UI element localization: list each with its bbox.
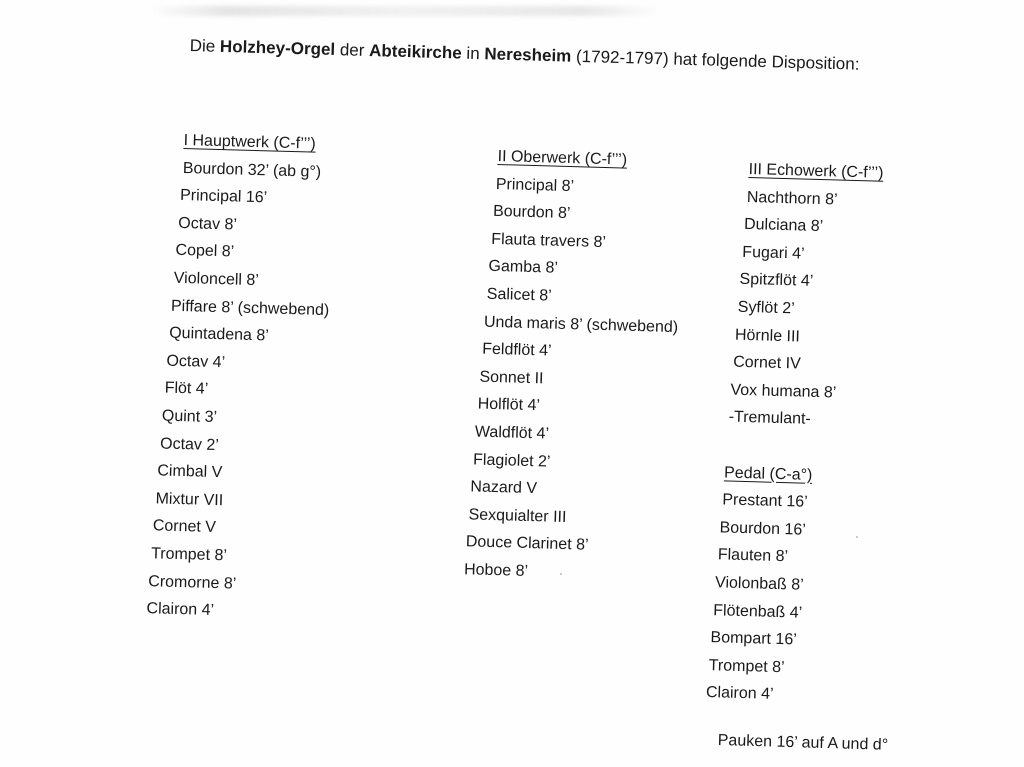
stop-item: Violoncell 8’: [173, 269, 260, 290]
stop-item: Spitzflöt 4’: [739, 271, 814, 291]
stop-item: Cornet V: [152, 517, 217, 537]
stop-item: Trompet 8’: [150, 545, 228, 565]
stop-item: Cromorne 8’: [148, 572, 237, 593]
stop-item: Octav 4’: [166, 352, 226, 371]
stop-item: Hörnle III: [734, 326, 801, 346]
stop-item: Cornet IV: [732, 353, 802, 373]
stop-item: Trompet 8’: [708, 656, 785, 676]
hauptwerk-heading: I Hauptwerk (C-f’’’): [183, 131, 316, 153]
oberwerk-column: [463, 143, 683, 589]
stop-item: Flagiolet 2’: [472, 450, 551, 471]
stop-item: Holflöt 4’: [477, 395, 541, 415]
document-title: [189, 36, 889, 76]
title-place-name: Neresheim: [484, 44, 572, 66]
paper-speck: [560, 573, 562, 575]
stop-item: Bourdon 16’: [719, 519, 807, 539]
stop-item: Bompart 16’: [710, 629, 798, 649]
stop-item: Flötenbaß 4’: [713, 601, 803, 622]
section-gap: [741, 432, 877, 463]
oberwerk-heading: II Oberwerk (C-f’’’): [497, 147, 628, 169]
stop-item: Gamba 8’: [488, 258, 559, 278]
stop-item: Nachthorn 8’: [746, 188, 838, 209]
paper-speck: [856, 536, 858, 538]
title-text: Die: [189, 36, 221, 56]
stop-item: Clairon 4’: [705, 684, 774, 704]
stop-item: Octav 2’: [159, 434, 220, 454]
stop-item: Bourdon 32’ (ab g°): [182, 159, 322, 181]
stop-item: Sonnet II: [479, 368, 544, 388]
echowerk-pedal-column: [705, 156, 884, 711]
stop-item: Flauta travers 8’: [491, 230, 607, 251]
title-organ-name: Holzhey-Orgel: [219, 36, 336, 60]
stop-item: Piffare 8’ (schwebend): [170, 297, 330, 319]
stop-item: Syflöt 2’: [737, 298, 795, 318]
stop-item: Feldflöt 4’: [481, 340, 552, 360]
stop-item: Waldflöt 4’: [474, 423, 550, 443]
stop-item: Violonbaß 8’: [714, 574, 804, 594]
title-text: in: [461, 43, 485, 64]
stop-item: Sexquialter III: [468, 506, 567, 526]
stop-item: Vox humana 8’: [730, 381, 837, 402]
tremulant-item: -Tremulant-: [728, 408, 811, 429]
stop-item: Douce Clarinet 8’: [465, 533, 589, 554]
stop-item: Mixtur VII: [155, 490, 224, 509]
faded-header-line: [150, 6, 660, 16]
stop-item: Dulciana 8’: [743, 216, 824, 236]
stop-item: Unda maris 8’ (schwebend): [483, 313, 679, 336]
stop-item: Cimbal V: [157, 462, 223, 482]
stop-item: Flauten 8’: [717, 546, 789, 566]
stop-item: Flöt 4’: [164, 379, 209, 399]
stop-item: Salicet 8’: [486, 285, 552, 305]
stop-item: Fugari 4’: [742, 243, 805, 263]
stop-item: Principal 8’: [495, 175, 575, 195]
stop-item: Nazard V: [470, 478, 538, 498]
echowerk-heading: III Echowerk (C-f’’’): [748, 160, 884, 182]
pauken-note: Pauken 16’ auf A und d°: [717, 732, 889, 754]
stop-item: Bourdon 8’: [492, 203, 571, 223]
stop-item: Quintadena 8’: [168, 324, 270, 345]
title-text: (1792-1797) hat folgende Disposition:: [571, 46, 860, 74]
title-church-name: Abteikirche: [368, 41, 463, 63]
stop-item: Clairon 4’: [146, 600, 215, 620]
stop-item: Quint 3’: [161, 407, 218, 426]
title-text: der: [334, 40, 370, 61]
stop-item: Prestant 16’: [722, 491, 808, 511]
stop-item: Octav 8’: [178, 214, 238, 234]
stop-item: Principal 16’: [179, 187, 268, 207]
stop-item: Hoboe 8’: [463, 561, 529, 580]
pedal-heading: Pedal (C-a°): [723, 463, 813, 484]
stop-item: Copel 8’: [175, 242, 235, 261]
hauptwerk-column: [146, 127, 334, 628]
